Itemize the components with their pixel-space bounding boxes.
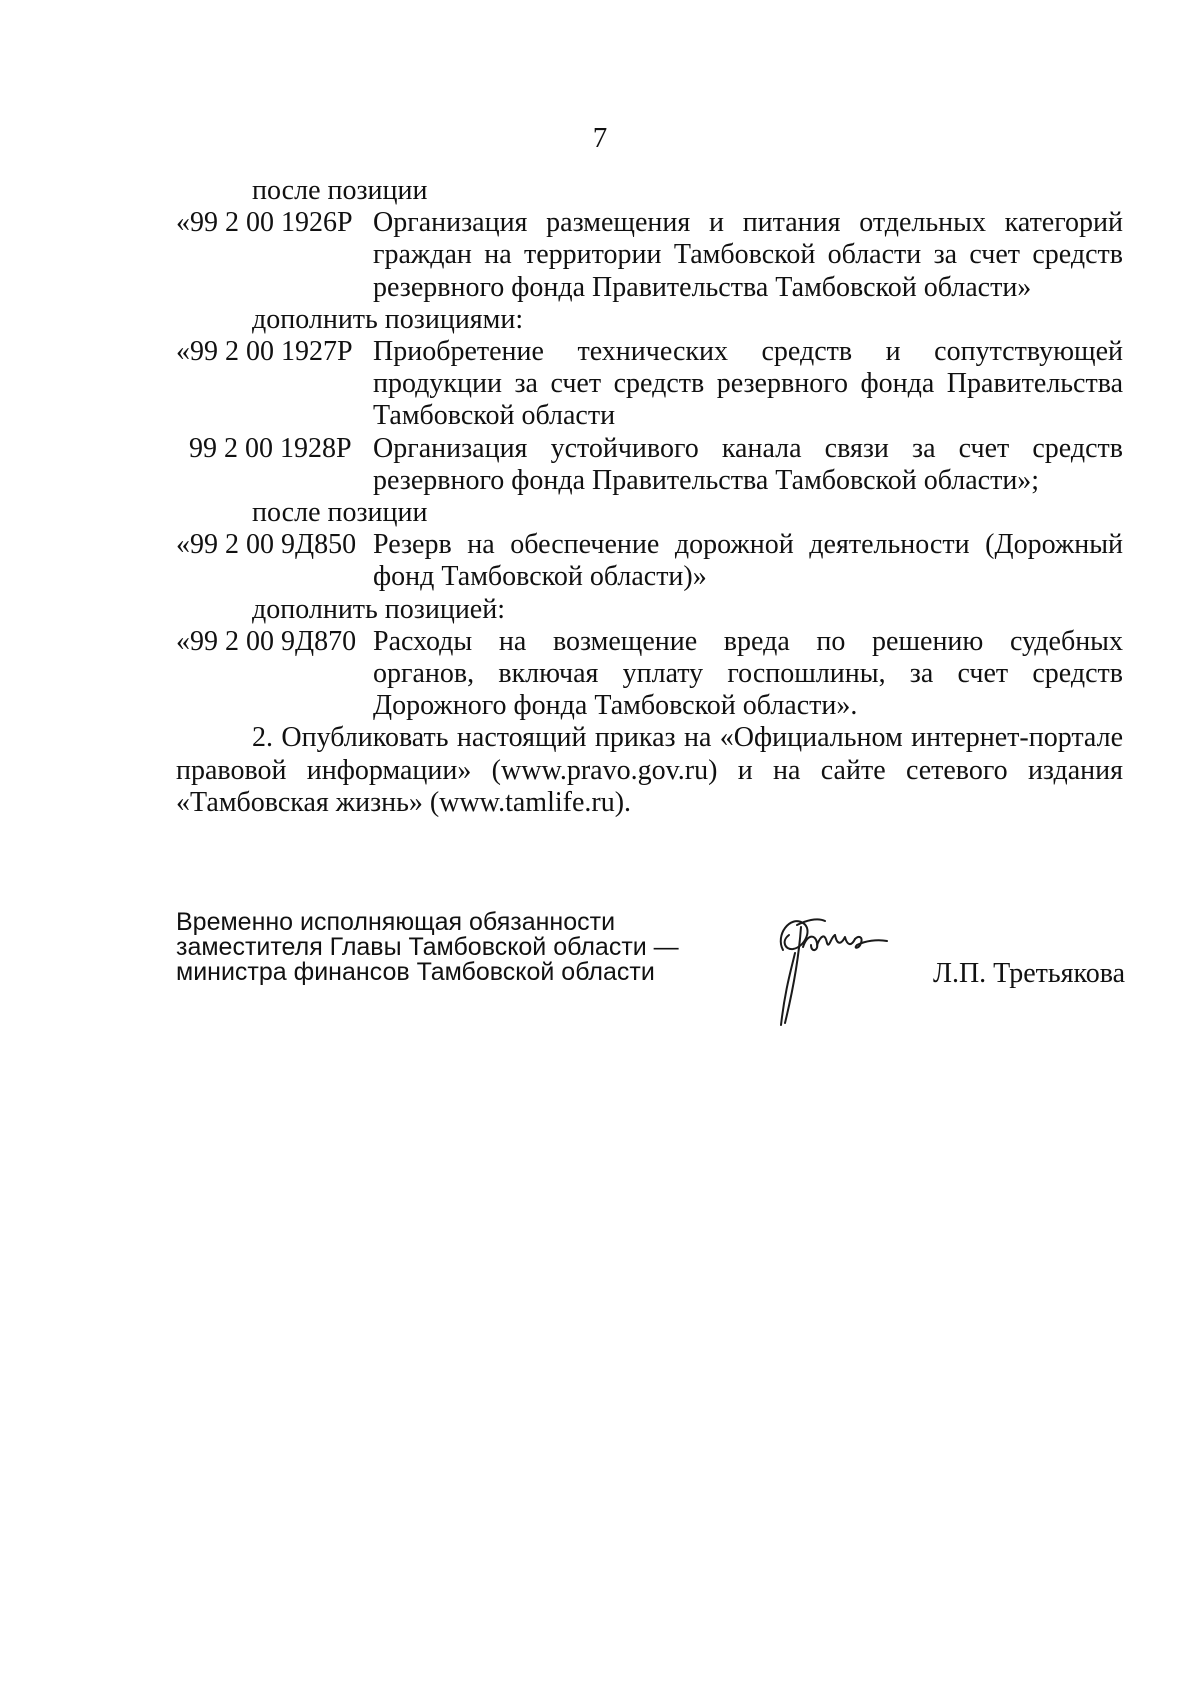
description-line: Расходы на возмещение вреда по решению судебных bbox=[373, 625, 1123, 657]
budget-entry-1928 bbox=[176, 433, 1123, 497]
description-line: резервного фонда Правительства Тамбовской области»; bbox=[373, 464, 1040, 496]
entry-code: «99 2 00 9Д870 bbox=[176, 625, 357, 657]
signer-position-line: заместителя Главы Тамбовской области — bbox=[176, 933, 679, 961]
signer-position bbox=[176, 910, 679, 985]
description-line: Организация размещения и питания отдельных категорий bbox=[373, 207, 1123, 239]
signer-position-line: министра финансов Тамбовской области bbox=[176, 958, 655, 986]
description-line: Дорожного фонда Тамбовской области». bbox=[373, 690, 858, 722]
description-line: продукции за счет средств резервного фонда Правительства bbox=[373, 368, 1123, 400]
description-line: Тамбовской области bbox=[373, 400, 616, 432]
description-line: Резерв на обеспечение дорожной деятельности (Дорожный bbox=[373, 529, 1123, 561]
description-line: граждан на территории Тамбовской области за счет средств bbox=[373, 239, 1123, 271]
entry-description bbox=[373, 433, 1123, 497]
signer-name: Л.П. Третьякова bbox=[932, 958, 1125, 989]
description-line: фонд Тамбовской области)» bbox=[373, 561, 707, 593]
entry-code: «99 2 00 1927Р bbox=[176, 336, 353, 368]
budget-entry-1926 bbox=[176, 207, 1123, 304]
description-line: Организация устойчивого канала связи за счет средств bbox=[373, 432, 1123, 464]
add-position-label: дополнить позицией: bbox=[252, 593, 505, 625]
add-positions-label: дополнить позициями: bbox=[252, 303, 524, 335]
budget-entry-1927 bbox=[176, 336, 1123, 433]
description-line: резервного фонда Правительства Тамбовской области» bbox=[373, 271, 1032, 303]
document-body bbox=[176, 175, 1123, 819]
budget-entry-9d850 bbox=[176, 529, 1123, 593]
budget-entry-9d870 bbox=[176, 626, 1123, 723]
entry-description bbox=[373, 207, 1123, 304]
entry-code: «99 2 00 1926Р bbox=[176, 207, 353, 239]
entry-code: «99 2 00 9Д850 bbox=[176, 529, 357, 561]
description-line: органов, включая уплату госпошлины, за счет средств bbox=[373, 658, 1123, 690]
handwritten-signature bbox=[745, 895, 895, 1030]
after-position-label: после позиции bbox=[252, 497, 428, 529]
entry-code: 99 2 00 1928Р bbox=[189, 432, 352, 464]
after-position-label: после позиции bbox=[252, 175, 428, 206]
entry-description bbox=[373, 529, 1123, 593]
description-line: Приобретение технических средств и сопутствующей bbox=[373, 336, 1123, 368]
entry-description bbox=[373, 626, 1123, 723]
page-number: 7 bbox=[592, 122, 608, 154]
signer-position-line: Временно исполняющая обязанности bbox=[176, 908, 616, 936]
publication-paragraph: 2. Опубликовать настоящий приказ на «Официальном интернет-портале правовой информации» (www.pravo.gov.ru) и на сайте сетевого издания «Тамбовская жизнь» (www.tamlife.ru). bbox=[176, 722, 1123, 818]
entry-description bbox=[373, 336, 1123, 433]
